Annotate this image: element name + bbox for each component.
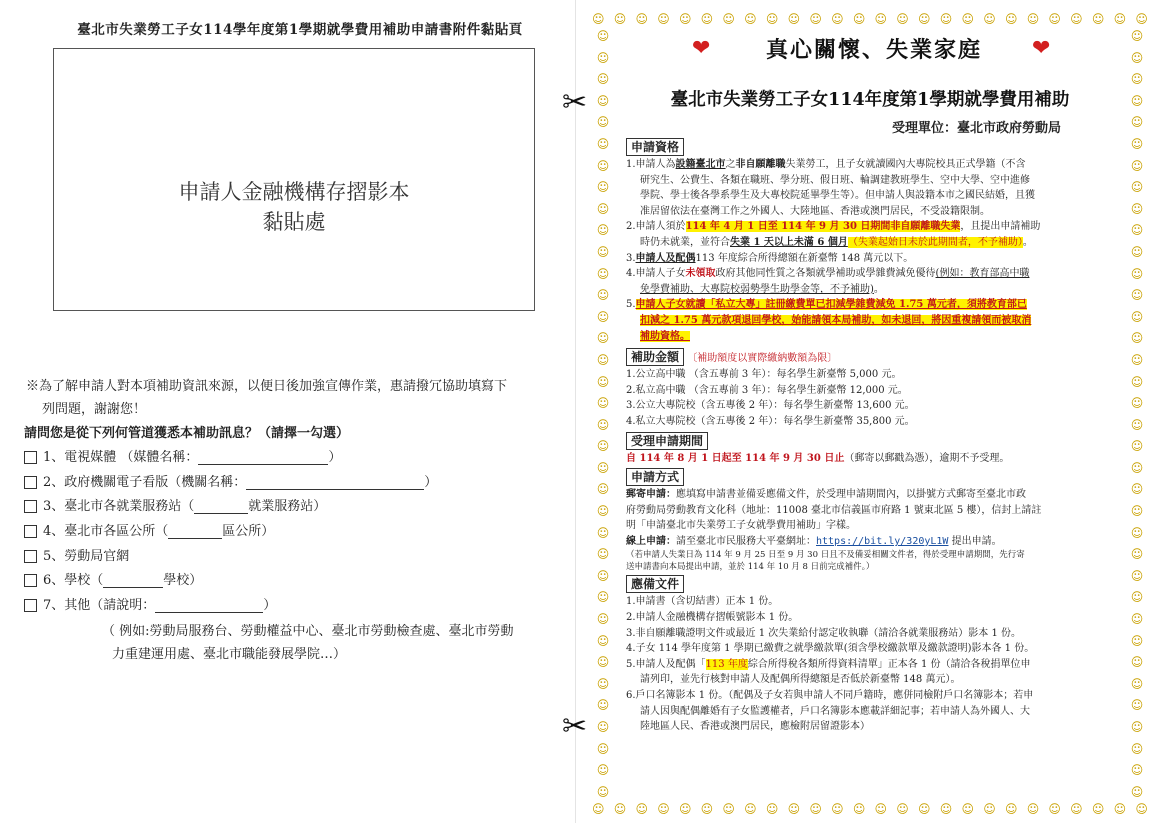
- border-figure-icon: ☺: [1130, 352, 1144, 367]
- border-figure-icon: ☺: [1130, 504, 1144, 519]
- flyer-organizer: 受理單位：臺北市政府勞動局: [892, 121, 1062, 136]
- border-figure-icon: ☺: [596, 547, 610, 562]
- border-figure-icon: ☺: [596, 720, 610, 734]
- attachment-page: [0, 0, 575, 823]
- border-figure-icon: ☺: [596, 590, 610, 605]
- figure-border-right: [1126, 30, 1148, 798]
- document-item: 1.申請書（含切結書）正本 1 份。: [626, 596, 779, 608]
- section-eligibility: 申請資格: [626, 138, 684, 156]
- border-figure-icon: ☺: [678, 802, 692, 816]
- border-figure-icon: ☺: [1130, 612, 1144, 627]
- source-survey: [24, 375, 554, 666]
- border-figure-icon: ☺: [1091, 12, 1105, 26]
- border-figure-icon: ☺: [852, 802, 866, 816]
- border-figure-icon: ☺: [613, 802, 627, 816]
- border-figure-icon: ☺: [596, 655, 610, 670]
- border-figure-icon: ☺: [596, 763, 610, 778]
- border-figure-icon: ☺: [592, 802, 605, 816]
- documents-list: 1.申請書（含切結書）正本 1 份。 2.申請人金融機構存摺帳號影本 1 份。 3.非自願離職證明文件或最近 1 次失業給付認定收執聯（請洽各就業服務站）影本 1 份。 4.子女 114 學年度第 1 學期已繳費之就學繳款單(須含學校繳款單及繳款證明)影本各 1 份。 5.申請人及配偶「113 年度綜合所得稅各類所得資料清單」正本各 1 份（請洽各稅捐單位申 請列印，並先行核對申請人及配偶所得總額是否低於新臺幣 148 萬元）。 6.戶口名簿影本 1 份。（配偶及子女若與申請人不同戶籍時，應併同檢附戶口名簿影本；若申 請人因與配偶離婚有子女監護權者，戶口名簿影本應載詳細記事；若申請人為外國人、大 陸地區人民、香港或澳門居民，應檢附居留證影本）: [626, 594, 1126, 734]
- border-figure-icon: ☺: [983, 802, 996, 816]
- border-figure-icon: ☺: [1130, 244, 1144, 259]
- survey-example-cont: 力重建運用處、臺北市職能發展學院…）: [112, 646, 347, 662]
- figure-border-bottom: [592, 798, 1148, 820]
- border-figure-icon: ☺: [596, 504, 610, 519]
- border-figure-icon: ☺: [700, 802, 714, 816]
- border-figure-icon: ☺: [896, 802, 909, 816]
- eligibility-4: 4.申請人子女未領取政府其他同性質之各類就學補助或學雜費減免優待(例如：教育部高中職 免學費補助、大專院校弱勢學生助學金等，不予補助)。: [626, 268, 1030, 295]
- border-figure-icon: ☺: [1130, 50, 1144, 65]
- checkbox[interactable]: [24, 500, 37, 513]
- border-figure-icon: ☺: [596, 568, 610, 583]
- border-figure-icon: ☺: [592, 12, 605, 26]
- checkbox[interactable]: [24, 599, 37, 612]
- application-url-link[interactable]: https://bit.ly/320yL1W: [816, 535, 949, 547]
- border-figure-icon: ☺: [1113, 802, 1127, 816]
- section-method: 申請方式: [626, 468, 684, 486]
- border-figure-icon: ☺: [596, 439, 610, 454]
- border-figure-icon: ☺: [1130, 266, 1144, 281]
- border-figure-icon: ☺: [596, 136, 610, 151]
- survey-option-tv[interactable]: 1、電視媒體 （媒體名稱： ）: [24, 445, 554, 470]
- border-figure-icon: ☺: [596, 29, 610, 43]
- paste-label-line1: 申請人金融機構存摺影本: [178, 180, 410, 204]
- border-figure-icon: ☺: [1130, 741, 1144, 756]
- survey-option-district-office[interactable]: 4、臺北市各區公所（ 區公所）: [24, 519, 554, 544]
- border-figure-icon: ☺: [961, 12, 974, 26]
- border-figure-icon: ☺: [596, 158, 610, 173]
- border-figure-icon: ☺: [596, 374, 610, 389]
- checkbox[interactable]: [24, 525, 37, 538]
- border-figure-icon: ☺: [1130, 784, 1144, 799]
- amount-item: 2.私立高中職 （含五專前 3 年）：每名學生新臺幣 12,000 元。: [626, 384, 908, 396]
- border-figure-icon: ☺: [678, 12, 692, 26]
- border-figure-icon: ☺: [1070, 802, 1083, 816]
- border-figure-icon: ☺: [1130, 676, 1144, 691]
- border-figure-icon: ☺: [961, 802, 974, 816]
- border-figure-icon: ☺: [1130, 309, 1144, 324]
- border-figure-icon: ☺: [939, 12, 953, 26]
- checkbox[interactable]: [24, 451, 37, 464]
- survey-intro: ※為了解申請人對本項補助資訊來源，以便日後加強宣傳作業，惠請撥冗協助填寫下: [26, 379, 508, 394]
- border-figure-icon: ☺: [700, 12, 714, 26]
- document-item: 2.申請人金融機構存摺帳號影本 1 份。: [626, 612, 799, 624]
- border-figure-icon: ☺: [939, 802, 953, 816]
- border-figure-icon: ☺: [1130, 417, 1144, 432]
- border-figure-icon: ☺: [657, 12, 670, 26]
- border-figure-icon: ☺: [1130, 288, 1144, 303]
- scissors-icon: ✂: [562, 709, 588, 744]
- border-figure-icon: ☺: [1130, 396, 1144, 411]
- eligibility-1: 1.申請人為設籍臺北市之非自願離職失業勞工，且子女就讀國內大專院校具正式學籍（不含 研究生、公費生、各類在職班、學分班、假日班、輪調建教班學生、空中大學、空中進修 學院、學士後各學系學生及大專校院延畢學生等）。但申請人與設籍本市之國民結婚，且獲 准居留依法在臺灣工作之外國人、大陸地區、香港或澳門居民，不受設籍限制。: [626, 159, 1035, 217]
- border-figure-icon: ☺: [896, 12, 909, 26]
- fill-blank[interactable]: [198, 450, 328, 465]
- border-figure-icon: ☺: [1130, 72, 1144, 87]
- survey-option-other[interactable]: 7、其他（請說明： ）: [24, 593, 554, 618]
- border-figure-icon: ☺: [635, 12, 648, 26]
- border-figure-icon: ☺: [596, 201, 610, 216]
- attachment-title: 臺北市失業勞工子女114學年度第1學期就學費用補助申請書附件黏貼頁: [77, 22, 523, 38]
- figure-border-top: [592, 8, 1148, 30]
- flyer-content: [626, 136, 1126, 735]
- section-documents: 應備文件: [626, 575, 684, 593]
- border-figure-icon: ☺: [1130, 633, 1144, 648]
- border-figure-icon: ☺: [874, 12, 888, 26]
- survey-option-labor-website[interactable]: 5、勞動局官網: [24, 544, 554, 569]
- border-figure-icon: ☺: [1130, 439, 1144, 454]
- eligibility-5: 5.申請人子女就讀「私立大專」註冊繳費單已扣減學雜費減免 1.75 萬元者，須將教育部已 扣減之 1.75 萬元款項退回學校，始能請領本局補助，如未退回，將因重複請領而被取消 補助資格。: [626, 299, 1032, 342]
- border-figure-icon: ☺: [1113, 12, 1127, 26]
- border-figure-icon: ☺: [1130, 223, 1144, 238]
- border-figure-icon: ☺: [744, 802, 757, 816]
- border-figure-icon: ☺: [596, 115, 610, 130]
- document-item: 4.子女 114 學年度第 1 學期已繳費之就學繳款單(須含學校繳款單及繳款證明)影本各 1 份。: [626, 643, 1035, 655]
- section-amount: 補助金額: [626, 348, 684, 366]
- border-figure-icon: ☺: [809, 802, 822, 816]
- border-figure-icon: ☺: [1130, 525, 1144, 540]
- border-figure-icon: ☺: [596, 417, 610, 432]
- border-figure-icon: ☺: [596, 396, 610, 411]
- border-figure-icon: ☺: [596, 72, 610, 87]
- eligibility-3: 3.申請人及配偶113 年度綜合所得總額在新臺幣 148 萬元以下。: [626, 252, 914, 264]
- border-figure-icon: ☺: [787, 802, 801, 816]
- section-period: 受理申請期間: [626, 432, 708, 450]
- border-figure-icon: ☺: [722, 802, 735, 816]
- border-figure-icon: ☺: [596, 784, 610, 799]
- survey-intro-cont: 列問題，謝謝您！: [42, 402, 147, 417]
- border-figure-icon: ☺: [1130, 136, 1144, 151]
- border-figure-icon: ☺: [596, 482, 610, 497]
- amount-item: 3.公立大專院校（含五專後 2 年）：每名學生新臺幣 13,600 元。: [626, 400, 915, 412]
- border-figure-icon: ☺: [596, 309, 610, 324]
- border-figure-icon: ☺: [596, 288, 610, 303]
- border-figure-icon: ☺: [596, 633, 610, 648]
- fill-blank[interactable]: [155, 598, 263, 613]
- subsidy-flyer: [592, 8, 1148, 820]
- border-figure-icon: ☺: [1130, 29, 1144, 43]
- border-figure-icon: ☺: [596, 93, 610, 108]
- border-figure-icon: ☺: [1004, 12, 1018, 26]
- passbook-paste-area: [53, 48, 535, 311]
- border-figure-icon: ☺: [918, 12, 931, 26]
- border-figure-icon: ☺: [831, 12, 844, 26]
- border-figure-icon: ☺: [722, 12, 735, 26]
- border-figure-icon: ☺: [765, 12, 779, 26]
- scissors-icon: ✂: [562, 85, 588, 120]
- checkbox[interactable]: [24, 574, 37, 587]
- border-figure-icon: ☺: [1130, 158, 1144, 173]
- border-figure-icon: ☺: [852, 12, 866, 26]
- border-figure-icon: ☺: [1130, 201, 1144, 216]
- mail-application: 郵寄申請：應填寫申請書並備妥應備文件，於受理申請期間內，以掛號方式郵寄至臺北市政 府勞動局勞動教育文化科（地址：11008 臺北市信義區市府路 1 號東北區 5 樓），信封上請註 明「申請臺北市失業勞工子女就學費用補助」字樣。: [626, 489, 1042, 532]
- survey-option-school[interactable]: 6、學校（ 學校）: [24, 568, 554, 593]
- border-figure-icon: ☺: [596, 612, 610, 627]
- border-figure-icon: ☺: [874, 802, 888, 816]
- border-figure-icon: ☺: [918, 802, 931, 816]
- survey-example: （ 例如:勞動局服務台、勞動權益中心、臺北市勞動檢查處、臺北市勞動: [102, 623, 514, 639]
- border-figure-icon: ☺: [744, 12, 757, 26]
- border-figure-icon: ☺: [1130, 698, 1144, 713]
- figure-border-left: [592, 30, 614, 798]
- border-figure-icon: ☺: [1130, 763, 1144, 778]
- border-figure-icon: ☺: [596, 331, 610, 346]
- border-figure-icon: ☺: [1130, 460, 1144, 475]
- border-figure-icon: ☺: [1004, 802, 1018, 816]
- border-figure-icon: ☺: [1070, 12, 1083, 26]
- border-figure-icon: ☺: [596, 223, 610, 238]
- border-figure-icon: ☺: [657, 802, 670, 816]
- border-figure-icon: ☺: [1048, 802, 1061, 816]
- border-figure-icon: ☺: [596, 525, 610, 540]
- border-figure-icon: ☺: [596, 266, 610, 281]
- survey-question: 請問您是從下列何管道獲悉本補助訊息？（請擇一勾選）: [24, 426, 350, 441]
- border-figure-icon: ☺: [1130, 482, 1144, 497]
- survey-option-gov-board[interactable]: 2、政府機關電子看版（機關名稱： ）: [24, 470, 554, 495]
- border-figure-icon: ☺: [983, 12, 996, 26]
- border-figure-icon: ☺: [809, 12, 822, 26]
- document-item: 5.申請人及配偶「113 年度綜合所得稅各類所得資料清單」正本各 1 份（請洽各稅捐單位申: [626, 658, 1031, 670]
- border-figure-icon: ☺: [596, 676, 610, 691]
- checkbox[interactable]: [24, 550, 37, 563]
- border-figure-icon: ☺: [1130, 115, 1144, 130]
- amount-list: [626, 367, 1126, 429]
- heart-icon: ❤: [692, 36, 711, 61]
- border-figure-icon: ☺: [596, 698, 610, 713]
- border-figure-icon: ☺: [787, 12, 801, 26]
- amount-item: 4.私立大專院校（含五專後 2 年）：每名學生新臺幣 35,800 元。: [626, 415, 915, 427]
- border-figure-icon: ☺: [596, 180, 610, 195]
- amount-note: 〔補助額度以實際繳納數額為限〕: [687, 353, 838, 365]
- eligibility-2: 2.申請人須於114 年 4 月 1 日至 114 年 9 月 30 日期間非自願離職失業，且提出申請補助 時仍未就業，並符合失業 1 天以上未滿 6 個月（失業起始日未於此期間者，不予補助）。: [626, 221, 1041, 248]
- border-figure-icon: ☺: [596, 460, 610, 475]
- survey-option-employment-station[interactable]: 3、臺北市各就業服務站（ 就業服務站）: [24, 494, 554, 519]
- border-figure-icon: ☺: [1135, 802, 1148, 816]
- border-figure-icon: ☺: [1135, 12, 1148, 26]
- border-figure-icon: ☺: [1130, 655, 1144, 670]
- border-figure-icon: ☺: [596, 352, 610, 367]
- border-figure-icon: ☺: [1130, 720, 1144, 734]
- border-figure-icon: ☺: [1130, 331, 1144, 346]
- fill-blank[interactable]: [194, 499, 248, 514]
- border-figure-icon: ☺: [1130, 590, 1144, 605]
- fill-blank[interactable]: [168, 524, 222, 539]
- page-fold-line: [575, 0, 576, 823]
- border-figure-icon: ☺: [1091, 802, 1105, 816]
- flyer-title: 臺北市失業勞工子女114年度第1學期就學費用補助: [670, 90, 1070, 110]
- document-item: 6.戶口名簿影本 1 份。（配偶及子女若與申請人不同戶籍時，應併同檢附戶口名簿影本；若申: [626, 690, 1034, 702]
- border-figure-icon: ☺: [596, 741, 610, 756]
- border-figure-icon: ☺: [831, 802, 844, 816]
- fill-blank[interactable]: [246, 475, 424, 490]
- border-figure-icon: ☺: [596, 50, 610, 65]
- border-figure-icon: ☺: [1130, 374, 1144, 389]
- border-figure-icon: ☺: [765, 802, 779, 816]
- border-figure-icon: ☺: [1026, 802, 1040, 816]
- flyer-slogan: 真心關懷、失業家庭: [765, 37, 982, 63]
- border-figure-icon: ☺: [1130, 180, 1144, 195]
- border-figure-icon: ☺: [596, 244, 610, 259]
- border-figure-icon: ☺: [635, 802, 648, 816]
- border-figure-icon: ☺: [1026, 12, 1040, 26]
- paste-label-line2: 黏貼處: [262, 210, 326, 234]
- checkbox[interactable]: [24, 476, 37, 489]
- document-item: 3.非自願離職證明文件或最近 1 次失業給付認定收執聯（請洽各就業服務站）影本 1 份。: [626, 627, 1021, 639]
- border-figure-icon: ☺: [1048, 12, 1061, 26]
- border-figure-icon: ☺: [613, 12, 627, 26]
- heart-icon: ❤: [1032, 36, 1051, 61]
- border-figure-icon: ☺: [1130, 568, 1144, 583]
- border-figure-icon: ☺: [1130, 547, 1144, 562]
- border-figure-icon: ☺: [1130, 93, 1144, 108]
- fill-blank[interactable]: [103, 573, 163, 588]
- amount-item: 1.公立高中職 （含五專前 3 年）：每名學生新臺幣 5,000 元。: [626, 369, 902, 381]
- application-period: 自 114 年 8 月 1 日起至 114 年 9 月 30 日止（郵寄以郵戳為憑），逾期不予受理。: [626, 452, 1010, 464]
- online-application: 線上申請：請至臺北市民服務大平臺網址：https://bit.ly/320yL1W 提出申請。 （若申請人失業日為 114 年 9 月 25 日至 9 月 30 日且不及備妥相關文件者，得於受理申請期間，先行寄 送申請書向本局提出申請，並於 114 年 10 月 8 日前完成補件。）: [626, 535, 1025, 573]
